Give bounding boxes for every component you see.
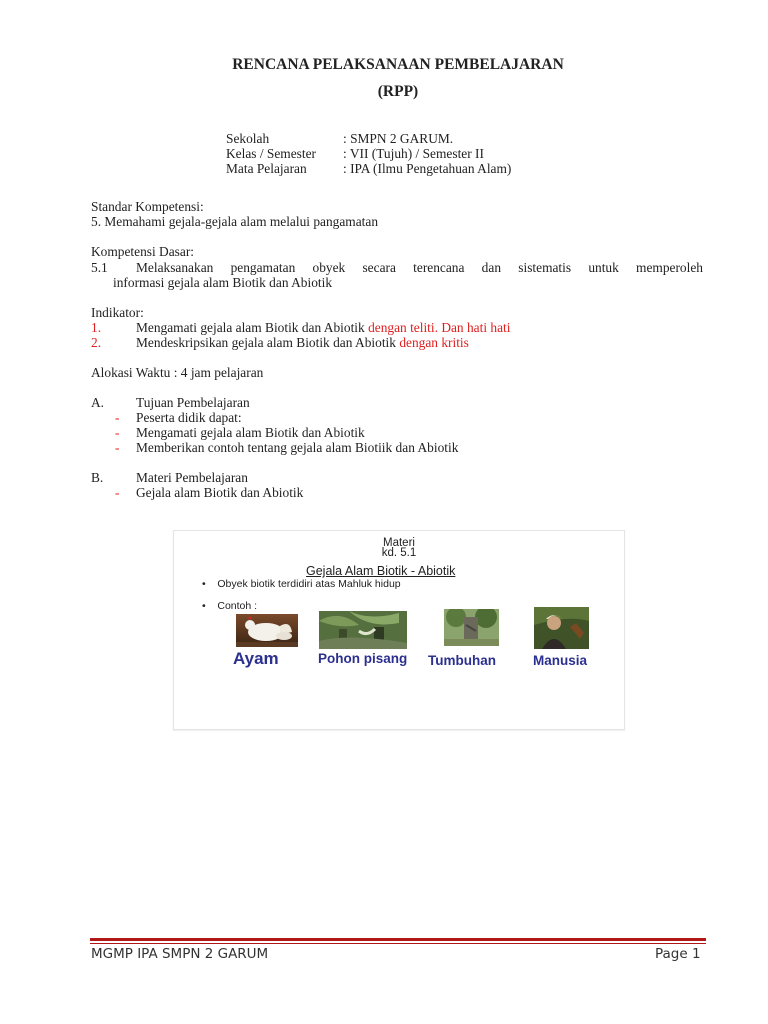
indikator-heading: Indikator: — [91, 305, 144, 320]
slide-kd-label: kd. 5.1 — [381, 547, 417, 559]
indikator-item-2-emphasis: dengan kritis — [399, 335, 469, 350]
kompetensi-number: 5.1 — [91, 260, 108, 275]
kompetensi-line1: Melaksanakan pengamatan obyek secara terencana dan sistematis untuk memperoleh — [136, 260, 703, 275]
document-title: RENCANA PELAKSANAAN PEMBELAJARAN — [232, 56, 564, 73]
indikator-item-2: Mendeskripsikan gejala alam Biotik dan Abiotik dengan kritis — [136, 335, 469, 350]
section-a-bullet-1: Peserta didik dapat: — [136, 410, 242, 425]
slide-bullet-2: • Contoh : — [202, 600, 258, 612]
indikator-num-2: 2. — [91, 335, 102, 350]
section-a-bullet-3: Memberikan contoh tentang gejala alam Biotiik dan Abiotik — [136, 440, 459, 455]
indikator-item-1-emphasis: dengan teliti. Dan hati hati — [368, 320, 511, 335]
bullet-dash: - — [115, 485, 120, 500]
section-b-bullet-1: Gejala alam Biotik dan Abiotik — [136, 485, 304, 500]
kompetensi-line2: informasi gejala alam Biotik dan Abiotik — [113, 275, 333, 290]
alokasi-waktu: Alokasi Waktu : 4 jam pelajaran — [91, 365, 264, 380]
section-b-letter: B. — [91, 470, 104, 485]
bullet-dash: - — [115, 410, 120, 425]
footer-rule-thin — [90, 943, 706, 944]
footer-left-text: MGMP IPA SMPN 2 GARUM — [91, 946, 269, 962]
plant-photo — [444, 609, 499, 646]
section-a-bullet-2: Mengamati gejala alam Biotik dan Abiotik — [136, 425, 365, 440]
section-a-heading: Tujuan Pembelajaran — [136, 395, 250, 410]
caption-tumbuhan: Tumbuhan — [428, 653, 496, 668]
label-kelas: Kelas / Semester — [226, 146, 316, 161]
caption-ayam: Ayam — [233, 649, 279, 668]
banana-tree-photo — [319, 611, 407, 649]
section-a-letter: A. — [91, 395, 105, 410]
value-sekolah: : SMPN 2 GARUM. — [343, 131, 454, 146]
value-mapel: : IPA (Ilmu Pengetahuan Alam) — [343, 161, 512, 176]
bullet-dash: - — [115, 425, 120, 440]
chicken-photo — [236, 614, 298, 647]
person-photo — [534, 607, 589, 649]
value-kelas: : VII (Tujuh) / Semester II — [343, 146, 484, 161]
slide-title: Gejala Alam Biotik - Abiotik — [306, 564, 456, 578]
kompetensi-heading: Kompetensi Dasar: — [91, 244, 195, 259]
slide-bullet-1: • Obyek biotik terdidiri atas Mahluk hidup — [202, 578, 401, 590]
bullet-dash: - — [115, 440, 120, 455]
page-number: Page 1 — [655, 946, 701, 962]
footer-rule — [90, 938, 706, 941]
label-mapel: Mata Pelajaran — [226, 161, 307, 176]
document-subtitle: (RPP) — [377, 83, 419, 100]
slide-materi-label: Materi — [383, 537, 415, 549]
caption-manusia: Manusia — [533, 653, 588, 668]
caption-pohon-pisang: Pohon pisang — [318, 651, 408, 666]
indikator-item-1: Mengamati gejala alam Biotik dan Abiotik dengan teliti. Dan hati hati — [136, 320, 511, 335]
standar-heading: Standar Kompetensi: — [91, 199, 204, 214]
indikator-num-1: 1. — [91, 320, 102, 335]
standar-item: 5. Memahami gejala-gejala alam melalui pangamatan — [91, 214, 379, 229]
materi-slide-image — [173, 530, 625, 730]
label-sekolah: Sekolah — [226, 131, 270, 146]
section-b-heading: Materi Pembelajaran — [136, 470, 248, 485]
